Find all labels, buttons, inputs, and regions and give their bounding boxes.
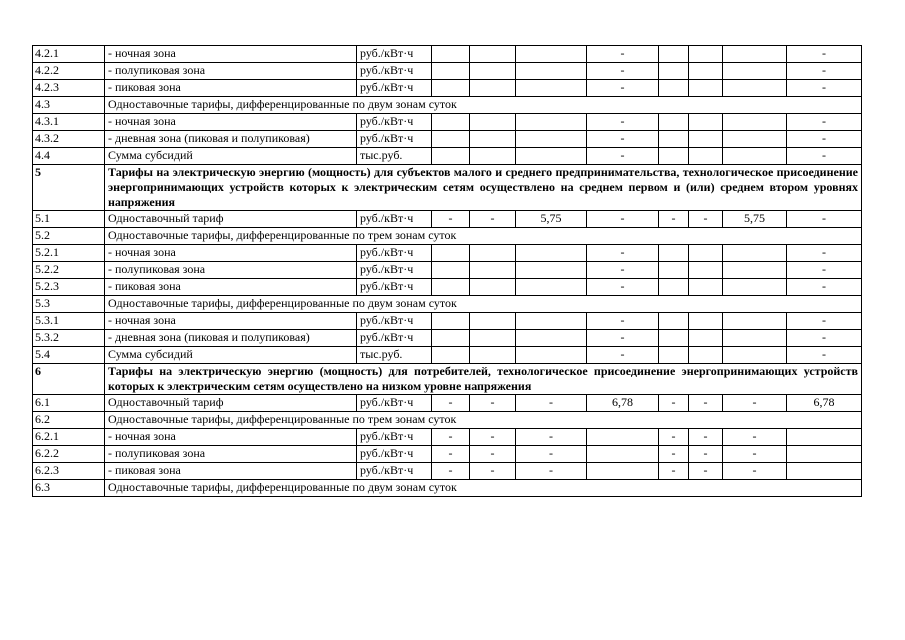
- row-number: 6.2.2: [33, 446, 105, 463]
- value-cell: -: [516, 463, 587, 480]
- value-cell: [432, 245, 470, 262]
- value-cell: -: [723, 395, 787, 412]
- value-cell: [432, 80, 470, 97]
- value-cell: [516, 80, 587, 97]
- value-cell: [432, 347, 470, 364]
- value-cell: [659, 330, 689, 347]
- value-cell: -: [689, 211, 723, 228]
- value-cell: -: [659, 211, 689, 228]
- value-cell: [470, 63, 516, 80]
- value-cell: [659, 148, 689, 165]
- value-cell: -: [689, 395, 723, 412]
- value-cell: -: [659, 446, 689, 463]
- value-cell: -: [787, 330, 862, 347]
- value-cell: -: [587, 211, 659, 228]
- row-number: 5.4: [33, 347, 105, 364]
- value-cell: [516, 131, 587, 148]
- row-unit: руб./кВт·ч: [357, 313, 432, 330]
- subsection-title: Одноставочные тарифы, дифференцированные по двум зонам суток: [105, 480, 862, 497]
- value-cell: [723, 80, 787, 97]
- row-number: 4.2.3: [33, 80, 105, 97]
- value-cell: -: [689, 429, 723, 446]
- table-row: [33, 313, 862, 330]
- value-cell: -: [787, 313, 862, 330]
- tariff-table-body: [33, 46, 862, 497]
- row-name: Сумма субсидий: [105, 347, 357, 364]
- value-cell: 6,78: [587, 395, 659, 412]
- value-cell: [516, 279, 587, 296]
- table-row: [33, 131, 862, 148]
- value-cell: -: [587, 330, 659, 347]
- value-cell: -: [587, 80, 659, 97]
- table-row: [33, 395, 862, 412]
- row-name: - ночная зона: [105, 313, 357, 330]
- value-cell: [689, 148, 723, 165]
- value-cell: -: [470, 395, 516, 412]
- row-number: 5: [33, 165, 105, 211]
- value-cell: -: [787, 279, 862, 296]
- value-cell: -: [659, 429, 689, 446]
- value-cell: -: [787, 245, 862, 262]
- value-cell: -: [723, 446, 787, 463]
- value-cell: -: [787, 347, 862, 364]
- value-cell: [787, 446, 862, 463]
- value-cell: [689, 114, 723, 131]
- value-cell: -: [787, 80, 862, 97]
- table-row: [33, 262, 862, 279]
- value-cell: -: [723, 463, 787, 480]
- row-unit: руб./кВт·ч: [357, 279, 432, 296]
- value-cell: [689, 262, 723, 279]
- value-cell: [689, 245, 723, 262]
- row-unit: руб./кВт·ч: [357, 330, 432, 347]
- value-cell: [470, 114, 516, 131]
- value-cell: -: [787, 63, 862, 80]
- row-unit: руб./кВт·ч: [357, 395, 432, 412]
- value-cell: [723, 245, 787, 262]
- value-cell: [659, 63, 689, 80]
- table-row: [33, 245, 862, 262]
- row-number: 4.3: [33, 97, 105, 114]
- table-row: [33, 446, 862, 463]
- value-cell: [689, 46, 723, 63]
- section-header-row: [33, 364, 862, 395]
- value-cell: [787, 429, 862, 446]
- value-cell: -: [587, 63, 659, 80]
- value-cell: [516, 114, 587, 131]
- value-cell: [432, 279, 470, 296]
- table-row: [33, 463, 862, 480]
- value-cell: -: [587, 131, 659, 148]
- row-number: 5.2.3: [33, 279, 105, 296]
- section-title: Тарифы на электрическую энергию (мощность) для потребителей, технологическое присоединение энергопринимающих устройств которых к электрическим сетям осуществлено на низком уровне напряжения: [105, 364, 862, 395]
- row-number: 5.3: [33, 296, 105, 313]
- section-header-row: [33, 165, 862, 211]
- row-name: - ночная зона: [105, 46, 357, 63]
- value-cell: [516, 262, 587, 279]
- value-cell: [432, 313, 470, 330]
- value-cell: [723, 148, 787, 165]
- value-cell: [689, 63, 723, 80]
- value-cell: -: [689, 463, 723, 480]
- row-number: 5.2: [33, 228, 105, 245]
- row-name: - дневная зона (пиковая и полупиковая): [105, 131, 357, 148]
- value-cell: [723, 330, 787, 347]
- row-name: - пиковая зона: [105, 463, 357, 480]
- row-number: 6.2.3: [33, 463, 105, 480]
- subsection-title: Одноставочные тарифы, дифференцированные по трем зонам суток: [105, 412, 862, 429]
- value-cell: [470, 330, 516, 347]
- value-cell: [659, 46, 689, 63]
- value-cell: [470, 313, 516, 330]
- row-number: 6: [33, 364, 105, 395]
- value-cell: -: [587, 46, 659, 63]
- value-cell: [516, 245, 587, 262]
- row-unit: руб./кВт·ч: [357, 429, 432, 446]
- value-cell: [723, 279, 787, 296]
- value-cell: [659, 131, 689, 148]
- value-cell: -: [587, 114, 659, 131]
- value-cell: [689, 279, 723, 296]
- value-cell: [432, 262, 470, 279]
- row-name: - полупиковая зона: [105, 446, 357, 463]
- row-name: - ночная зона: [105, 245, 357, 262]
- row-unit: руб./кВт·ч: [357, 131, 432, 148]
- value-cell: [432, 148, 470, 165]
- value-cell: [516, 313, 587, 330]
- value-cell: [689, 313, 723, 330]
- value-cell: -: [659, 463, 689, 480]
- value-cell: [470, 80, 516, 97]
- row-unit: руб./кВт·ч: [357, 63, 432, 80]
- value-cell: [723, 347, 787, 364]
- value-cell: [516, 46, 587, 63]
- value-cell: [432, 114, 470, 131]
- value-cell: [689, 131, 723, 148]
- value-cell: -: [470, 429, 516, 446]
- value-cell: -: [787, 262, 862, 279]
- subsection-row: [33, 296, 862, 313]
- row-name: Одноставочный тариф: [105, 395, 357, 412]
- table-row: [33, 114, 862, 131]
- row-unit: руб./кВт·ч: [357, 446, 432, 463]
- value-cell: -: [787, 114, 862, 131]
- row-name: - ночная зона: [105, 114, 357, 131]
- value-cell: -: [470, 446, 516, 463]
- value-cell: -: [787, 46, 862, 63]
- row-name: Одноставочный тариф: [105, 211, 357, 228]
- value-cell: [470, 131, 516, 148]
- row-number: 4.3.2: [33, 131, 105, 148]
- value-cell: -: [787, 131, 862, 148]
- value-cell: [659, 313, 689, 330]
- row-unit: руб./кВт·ч: [357, 114, 432, 131]
- value-cell: -: [787, 148, 862, 165]
- value-cell: [516, 148, 587, 165]
- value-cell: 5,75: [723, 211, 787, 228]
- table-row: [33, 46, 862, 63]
- value-cell: [470, 46, 516, 63]
- value-cell: [432, 330, 470, 347]
- subsection-title: Одноставочные тарифы, дифференцированные по двум зонам суток: [105, 97, 862, 114]
- value-cell: -: [432, 395, 470, 412]
- row-name: - дневная зона (пиковая и полупиковая): [105, 330, 357, 347]
- table-row: [33, 279, 862, 296]
- value-cell: [516, 63, 587, 80]
- value-cell: [689, 330, 723, 347]
- value-cell: -: [587, 262, 659, 279]
- value-cell: [470, 262, 516, 279]
- value-cell: -: [432, 446, 470, 463]
- value-cell: -: [587, 347, 659, 364]
- row-number: 5.3.2: [33, 330, 105, 347]
- value-cell: -: [432, 211, 470, 228]
- section-title: Тарифы на электрическую энергию (мощность) для субъектов малого и среднего предпринимательства, технологическое присоединение энергопринимающих устройств которых к электрическим сетям осуществлено на среднем первом и (или) среднем втором уровнях напряжения: [105, 165, 862, 211]
- value-cell: [470, 148, 516, 165]
- subsection-title: Одноставочные тарифы, дифференцированные по двум зонам суток: [105, 296, 862, 313]
- row-number: 4.3.1: [33, 114, 105, 131]
- value-cell: -: [587, 245, 659, 262]
- value-cell: [659, 347, 689, 364]
- table-row: [33, 63, 862, 80]
- value-cell: -: [432, 429, 470, 446]
- value-cell: [587, 463, 659, 480]
- row-name: - пиковая зона: [105, 279, 357, 296]
- row-unit: тыс.руб.: [357, 148, 432, 165]
- row-number: 5.3.1: [33, 313, 105, 330]
- value-cell: [470, 279, 516, 296]
- row-number: 4.4: [33, 148, 105, 165]
- value-cell: -: [432, 463, 470, 480]
- value-cell: [723, 313, 787, 330]
- row-number: 4.2.1: [33, 46, 105, 63]
- value-cell: [659, 80, 689, 97]
- table-row: [33, 80, 862, 97]
- value-cell: -: [516, 446, 587, 463]
- value-cell: [723, 63, 787, 80]
- table-row: [33, 347, 862, 364]
- row-number: 5.2.2: [33, 262, 105, 279]
- table-row: [33, 429, 862, 446]
- subsection-row: [33, 480, 862, 497]
- value-cell: -: [470, 463, 516, 480]
- value-cell: [470, 347, 516, 364]
- value-cell: -: [659, 395, 689, 412]
- value-cell: [787, 463, 862, 480]
- row-unit: руб./кВт·ч: [357, 262, 432, 279]
- row-number: 4.2.2: [33, 63, 105, 80]
- value-cell: [723, 46, 787, 63]
- row-unit: руб./кВт·ч: [357, 80, 432, 97]
- value-cell: [432, 63, 470, 80]
- value-cell: -: [516, 395, 587, 412]
- value-cell: -: [516, 429, 587, 446]
- row-name: - полупиковая зона: [105, 63, 357, 80]
- value-cell: -: [723, 429, 787, 446]
- value-cell: [470, 245, 516, 262]
- subsection-row: [33, 97, 862, 114]
- row-unit: руб./кВт·ч: [357, 46, 432, 63]
- row-number: 6.1: [33, 395, 105, 412]
- value-cell: -: [587, 313, 659, 330]
- row-unit: тыс.руб.: [357, 347, 432, 364]
- row-number: 6.3: [33, 480, 105, 497]
- value-cell: [516, 347, 587, 364]
- tariff-table: [32, 45, 862, 497]
- row-number: 5.2.1: [33, 245, 105, 262]
- row-name: - полупиковая зона: [105, 262, 357, 279]
- value-cell: 6,78: [787, 395, 862, 412]
- value-cell: -: [587, 279, 659, 296]
- value-cell: [723, 131, 787, 148]
- value-cell: -: [470, 211, 516, 228]
- subsection-row: [33, 228, 862, 245]
- value-cell: [587, 429, 659, 446]
- row-unit: руб./кВт·ч: [357, 463, 432, 480]
- value-cell: [659, 262, 689, 279]
- value-cell: [587, 446, 659, 463]
- value-cell: 5,75: [516, 211, 587, 228]
- row-number: 5.1: [33, 211, 105, 228]
- value-cell: [689, 347, 723, 364]
- value-cell: [659, 114, 689, 131]
- value-cell: [516, 330, 587, 347]
- row-number: 6.2.1: [33, 429, 105, 446]
- value-cell: -: [689, 446, 723, 463]
- row-number: 6.2: [33, 412, 105, 429]
- subsection-title: Одноставочные тарифы, дифференцированные по трем зонам суток: [105, 228, 862, 245]
- value-cell: [689, 80, 723, 97]
- value-cell: [432, 46, 470, 63]
- row-name: - пиковая зона: [105, 80, 357, 97]
- row-unit: руб./кВт·ч: [357, 211, 432, 228]
- value-cell: [659, 279, 689, 296]
- value-cell: [723, 114, 787, 131]
- table-row: [33, 148, 862, 165]
- row-unit: руб./кВт·ч: [357, 245, 432, 262]
- value-cell: -: [587, 148, 659, 165]
- value-cell: -: [787, 211, 862, 228]
- value-cell: [723, 262, 787, 279]
- subsection-row: [33, 412, 862, 429]
- table-row: [33, 211, 862, 228]
- value-cell: [659, 245, 689, 262]
- row-name: - ночная зона: [105, 429, 357, 446]
- row-name: Сумма субсидий: [105, 148, 357, 165]
- table-row: [33, 330, 862, 347]
- value-cell: [432, 131, 470, 148]
